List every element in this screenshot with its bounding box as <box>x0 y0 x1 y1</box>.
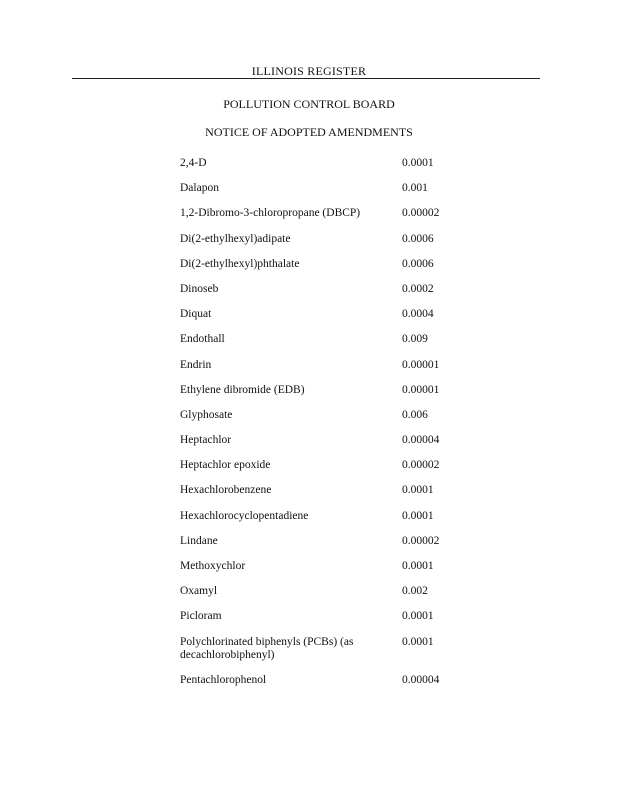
contaminant-name: Dalapon <box>180 182 219 195</box>
contaminant-name: Methoxychlor <box>180 560 246 572</box>
table-row <box>180 459 480 472</box>
contaminant-value: 0.0001 <box>402 157 434 169</box>
contaminant-value: 0.0001 <box>402 610 434 623</box>
contaminant-value: 0.00002 <box>402 459 440 472</box>
table-row <box>180 157 480 170</box>
contaminant-name: Hexachlorocyclopentadiene <box>180 509 309 522</box>
contaminant-name: Glyphosate <box>180 408 233 421</box>
table-row <box>180 258 480 271</box>
table-row <box>180 560 480 573</box>
contaminant-value: 0.00004 <box>402 673 440 686</box>
board-heading: POLLUTION CONTROL BOARD <box>223 97 395 111</box>
table-row <box>180 535 480 548</box>
contaminant-name: Lindane <box>180 534 218 547</box>
contaminant-name: Endrin <box>180 358 212 371</box>
table-row <box>180 384 480 397</box>
contaminant-value: 0.00001 <box>402 383 440 396</box>
header-rule <box>72 78 540 79</box>
contaminant-value: 0.006 <box>402 408 428 421</box>
contaminant-table <box>180 157 480 699</box>
contaminant-value: 0.0004 <box>402 308 434 321</box>
contaminant-name: Heptachlor <box>180 434 232 447</box>
table-row <box>180 283 480 296</box>
contaminant-name: 1,2-Dibromo-3-chloropropane (DBCP) <box>180 207 361 220</box>
contaminant-value: 0.0001 <box>402 635 434 648</box>
table-row <box>180 233 480 246</box>
contaminant-name: Pentachlorophenol <box>180 673 267 686</box>
contaminant-name: Ethylene dibromide (EDB) <box>180 383 305 396</box>
contaminant-value: 0.009 <box>402 333 428 346</box>
table-row <box>180 359 480 372</box>
table-row <box>180 409 480 422</box>
contaminant-name: Diquat <box>180 308 212 321</box>
contaminant-name: Heptachlor epoxide <box>180 459 271 472</box>
contaminant-value: 0.00002 <box>402 207 440 220</box>
contaminant-value: 0.0001 <box>402 560 434 572</box>
contaminant-name: Endothall <box>180 333 225 346</box>
table-row <box>180 434 480 447</box>
contaminant-name: Di(2-ethylhexyl)phthalate <box>180 257 300 270</box>
contaminant-name: Oxamyl <box>180 585 218 598</box>
contaminant-value: 0.0002 <box>402 282 434 295</box>
contaminant-value: 0.0006 <box>402 257 434 270</box>
contaminant-value: 0.0001 <box>402 509 434 522</box>
contaminant-name: Di(2-ethylhexyl)adipate <box>180 232 291 245</box>
table-row <box>180 182 480 195</box>
table-row <box>180 308 480 321</box>
table-row <box>180 585 480 598</box>
contaminant-name: Hexachlorobenzene <box>180 484 272 497</box>
table-row <box>180 636 480 662</box>
contaminant-value: 0.00001 <box>402 358 440 371</box>
contaminant-value: 0.0001 <box>402 484 434 497</box>
table-row <box>180 510 480 523</box>
table-row <box>180 484 480 497</box>
register-title: ILLINOIS REGISTER <box>251 64 367 78</box>
table-row <box>180 674 480 687</box>
table-row <box>180 333 480 346</box>
contaminant-value: 0.0006 <box>402 232 434 245</box>
notice-heading: NOTICE OF ADOPTED AMENDMENTS <box>205 125 413 139</box>
contaminant-value: 0.002 <box>402 585 428 598</box>
contaminant-name: 2,4-D <box>180 157 207 169</box>
contaminant-value: 0.00004 <box>402 434 440 447</box>
contaminant-name: Picloram <box>180 610 222 623</box>
contaminant-value: 0.00002 <box>402 534 440 547</box>
contaminant-name: Dinoseb <box>180 282 219 295</box>
contaminant-name: Polychlorinated biphenyls (PCBs) (as decachlorobiphenyl) <box>180 635 354 661</box>
table-row <box>180 207 480 220</box>
table-row <box>180 610 480 623</box>
contaminant-value: 0.001 <box>402 182 428 195</box>
